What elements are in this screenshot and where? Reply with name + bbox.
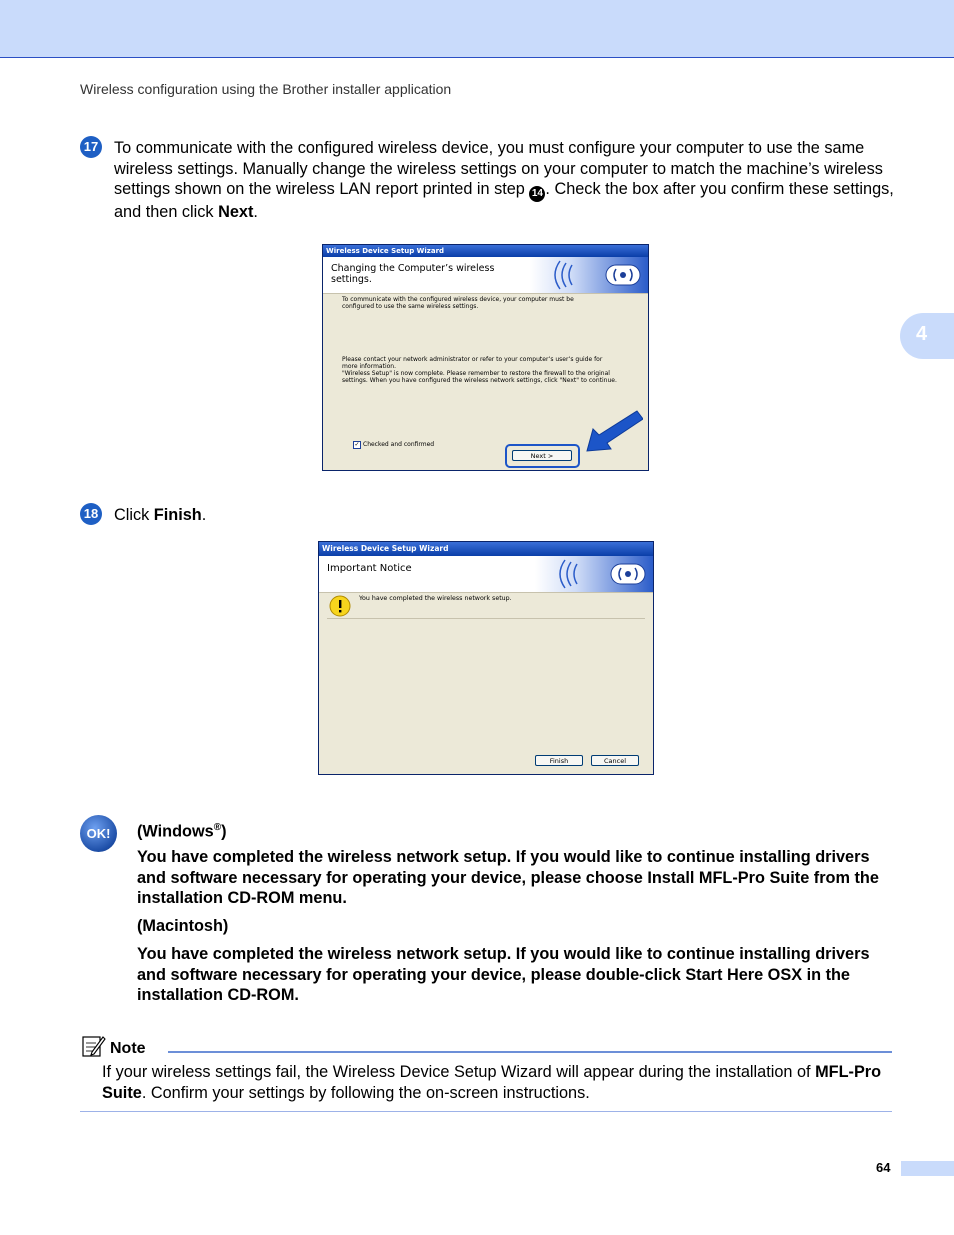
windows-label-text: (Windows	[137, 822, 214, 841]
chapter-number: 4	[916, 323, 928, 345]
finish-keyword: Finish	[153, 506, 202, 524]
page-number: 64	[876, 1160, 891, 1175]
dialog-body-text-3: "Wireless Setup" is now complete. Please remember to restore the firewall to the original settings. When you have configured the wireless network settings, click "Next" to continue.	[342, 370, 617, 384]
step-14-ref-badge: 14	[529, 186, 545, 202]
wizard-dialog-wireless-settings	[322, 244, 649, 471]
divider	[319, 592, 653, 593]
dialog-header-panel	[319, 556, 653, 592]
wireless-waves-icon	[535, 556, 653, 592]
note-label: Note	[110, 1040, 146, 1057]
step-17-text-part: To communicate with the configured wireless device, you must configure your computer to use the same wireless settings. Manually change the wireless settings on your computer to match the machine’s wireless settings shown on the wireless LAN report printed in step	[114, 139, 883, 198]
windows-label	[137, 818, 227, 842]
wizard-dialog-important-notice	[318, 541, 654, 775]
dialog-title-bar: Wireless Device Setup Wizard	[319, 542, 653, 556]
dialog-body-text-2: Please contact your network administrator or refer to your computer’s user’s guide for more information.	[342, 356, 603, 370]
wireless-waves-icon	[530, 257, 648, 293]
dialog-title-bar: Wireless Device Setup Wizard	[323, 245, 648, 257]
confirm-checkbox-label[interactable]: Checked and confirmed	[363, 441, 435, 448]
note-text	[102, 1062, 892, 1103]
chapter-tab	[900, 313, 954, 359]
next-keyword: Next	[218, 203, 254, 221]
top-header-band	[0, 0, 954, 58]
registered-mark: ®	[213, 822, 222, 833]
note-pencil-icon	[82, 1034, 106, 1058]
step-18-badge: 18	[80, 503, 102, 525]
wireless-logo-banner	[530, 257, 648, 293]
dialog-heading: Important Notice	[327, 563, 412, 574]
cancel-button[interactable]: Cancel	[591, 755, 639, 766]
note-rule-top	[168, 1051, 892, 1053]
next-button[interactable]: Next >	[512, 450, 572, 461]
confirm-checkbox[interactable]: ✓	[354, 441, 360, 448]
step-18-text-part: Click	[114, 506, 154, 524]
dialog-body-text-1: To communicate with the configured wireless device, your computer must be configured to use the same wireless settings.	[342, 296, 574, 310]
running-header: Wireless configuration using the Brother installer application	[80, 81, 452, 97]
dialog-heading: Changing the Computer’s wireless settings.	[331, 263, 495, 285]
mfl-pro-suite-keyword: MFL-Pro Suite	[102, 1063, 882, 1102]
step-17-text	[114, 138, 894, 223]
step-17-badge: 17	[80, 136, 102, 158]
divider	[327, 618, 645, 619]
wireless-logo-banner	[535, 556, 653, 592]
step-17-text-part: .	[253, 203, 258, 221]
arrow-pointer-icon	[585, 409, 643, 453]
divider	[323, 293, 648, 294]
dialog-header-panel	[323, 257, 648, 293]
step-17-text-part: . Check the box after you confirm these settings, and then click	[114, 180, 894, 221]
step-18-text-part: .	[201, 506, 207, 524]
warning-icon	[329, 595, 351, 617]
completion-message: You have completed the wireless network setup.	[359, 595, 512, 602]
windows-label-close: )	[221, 822, 227, 841]
windows-instructions: You have completed the wireless network setup. If you would like to continue installing drivers and software necessary for operating your device, please choose Install MFL-Pro Suite from the installation CD-ROM menu.	[137, 848, 879, 907]
note-text-part: . Confirm your settings by following the on-screen instructions.	[141, 1083, 590, 1102]
page-tab	[901, 1161, 954, 1176]
ok-badge-icon: OK!	[80, 815, 117, 852]
macintosh-label: (Macintosh)	[137, 917, 229, 935]
macintosh-instructions: You have completed the wireless network setup. If you would like to continue installing drivers and software necessary for operating your device, please double-click Start Here OSX in the installation CD-ROM.	[137, 945, 870, 1004]
finish-button[interactable]: Finish	[535, 755, 583, 766]
note-text-part: If your wireless settings fail, the Wireless Device Setup Wizard will appear during the installation of	[102, 1063, 816, 1081]
step-18-text	[114, 505, 206, 526]
note-rule-bottom	[80, 1111, 892, 1112]
